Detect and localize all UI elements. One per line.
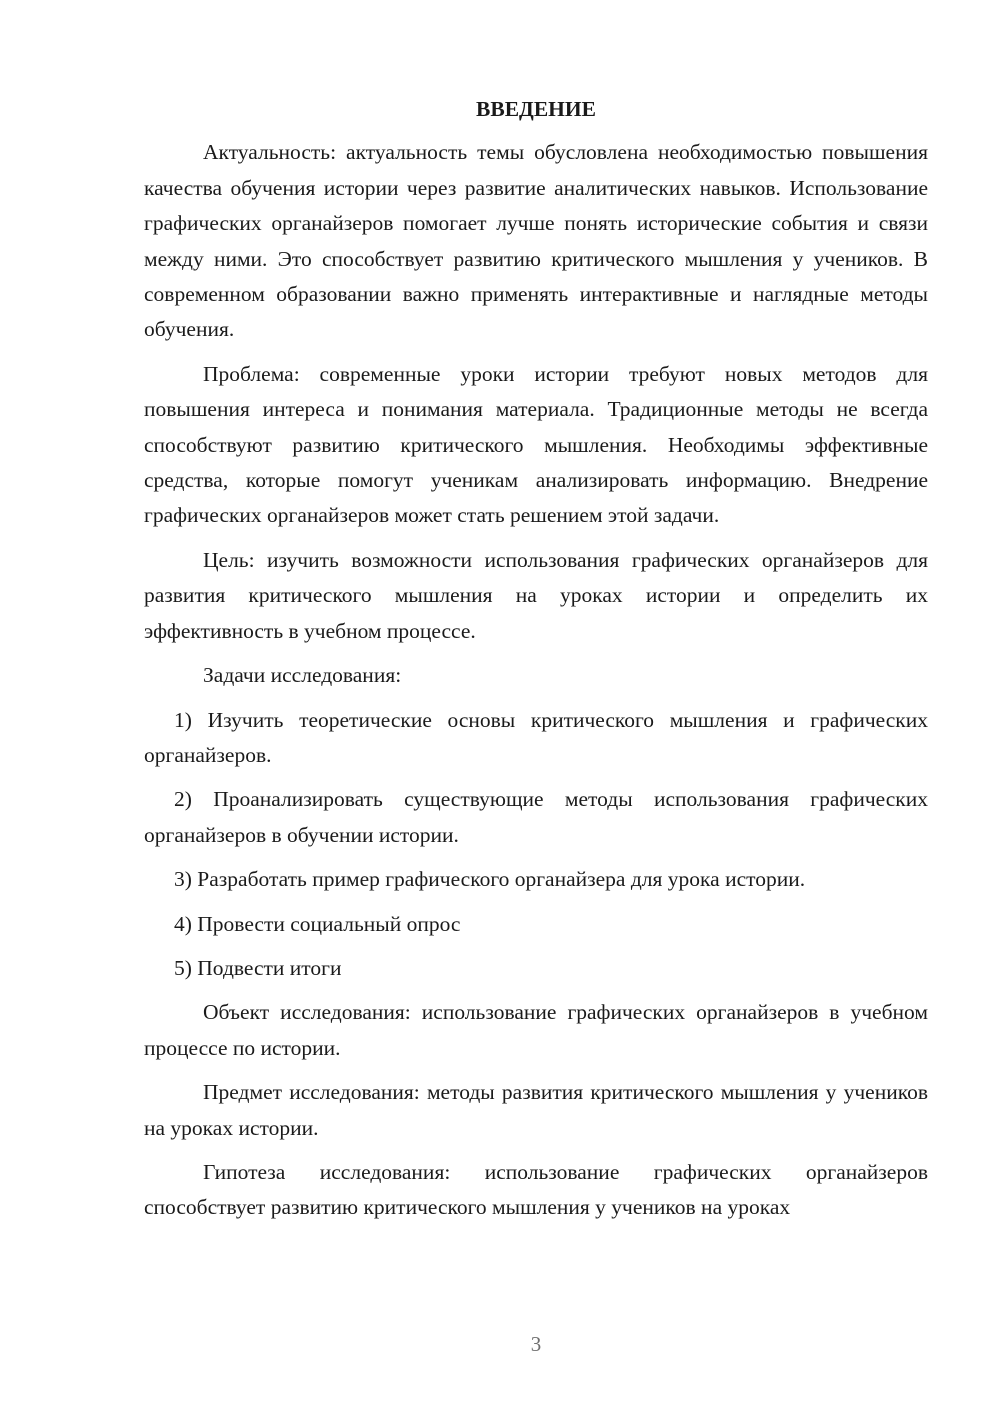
task-item-4: 4) Провести социальный опрос [174,911,461,936]
task-item-2: 2) Проанализировать существующие методы использования графических органайзеров в обучении истории. [144,787,928,847]
document-page [144,92,928,1235]
problem-paragraph: Проблема: современные уроки истории требуют новых методов для повышения интереса и понимания материала. Традиционные методы не всегда способствуют развитию критического мышления. Необходимы эффективные средства, которые помогут ученикам анализировать информацию. Внедрение графических органайзеров может стать решением этой задачи. [144,361,928,528]
page-title: ВВЕДЕНИЕ [476,97,596,121]
object-paragraph: Объект исследования: использование графических органайзеров в учебном процессе по истории. [144,1000,928,1060]
page-number: 3 [530,1332,542,1356]
task-item-3: 3) Разработать пример графического органайзера для урока истории. [174,867,806,892]
relevance-paragraph: Актуальность: актуальность темы обусловлена необходимостью повышения качества обучения истории через развитие аналитических навыков. Использование графических органайзеров помогает лучше понять исторические события и связи между ними. Это способствует развитию критического мышления у учеников. В современном образовании важно применять интерактивные и наглядные методы обучения. [144,140,928,342]
task-item-5: 5) Подвести итоги [174,955,342,980]
tasks-heading: Задачи исследования: [203,663,402,688]
subject-paragraph: Предмет исследования: методы развития критического мышления у учеников на уроках истории. [144,1080,928,1140]
task-item-1: 1) Изучить теоретические основы критического мышления и графических органайзеров. [144,707,928,767]
hypothesis-paragraph: Гипотеза исследования: использование графических органайзеров способствует развитию критического мышления у учеников на уроках [144,1159,928,1220]
goal-paragraph: Цель: изучить возможности использования графических органайзеров для развития критического мышления на уроках истории и определить их эффективность в учебном процессе. [144,547,928,643]
